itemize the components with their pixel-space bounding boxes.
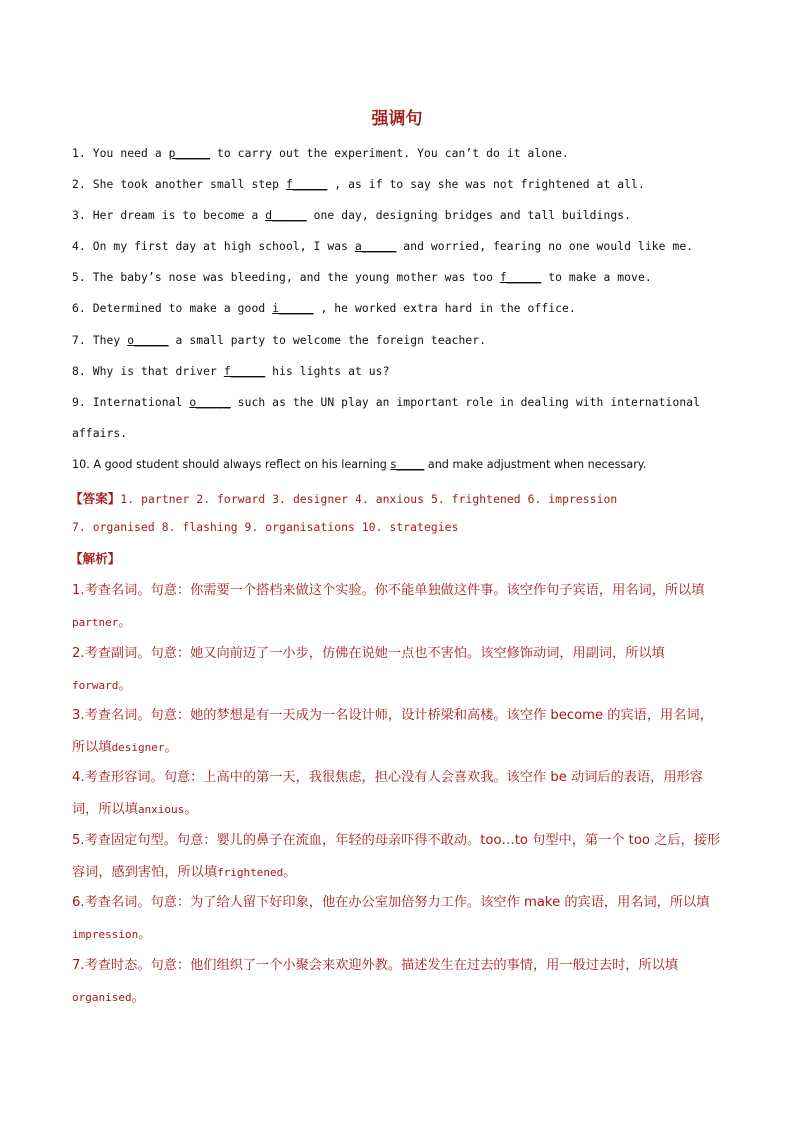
- explanation-text: 考查固定句型。句意：婴儿的鼻子在流血，年轻的母亲吓得不敢动。too…to 句型中，第一个 too 之后，接形容词，感到害怕，所以填: [72, 833, 721, 880]
- question-number: 1.: [72, 147, 86, 160]
- question-text: one day, designing bridges and tall buildings.: [306, 209, 632, 222]
- question-10: [72, 458, 732, 471]
- explanation-end: 。: [118, 677, 132, 693]
- question-number: 5.: [72, 271, 86, 284]
- question-text: his lights at us?: [265, 365, 390, 378]
- question-text: International: [92, 396, 190, 409]
- question-number: 3.: [72, 209, 86, 222]
- answer-blank: a_____: [354, 240, 397, 253]
- question-text: a small party to welcome the foreign teacher.: [168, 334, 487, 347]
- explanation-number: 4.: [72, 770, 85, 785]
- answers-text: 1. partner 2. forward 3. designer 4. anxious 5. frightened 6. impression: [120, 493, 618, 506]
- explanation-number: 7.: [72, 958, 85, 973]
- answer-blank: s_____: [390, 458, 425, 471]
- question-6: [72, 302, 732, 315]
- question-text: Her dream is to become a: [92, 209, 266, 222]
- answers-label: 【答案】: [70, 491, 121, 506]
- page-title: 强调句: [371, 109, 423, 129]
- answer-blank: f_____: [499, 271, 542, 284]
- answer-blank: f_____: [223, 365, 266, 378]
- question-text: such as the UN play an important role in dealing with international: [230, 396, 701, 409]
- question-text: and worried, fearing no one would like me.: [396, 240, 694, 253]
- explanation-end: 。: [118, 614, 132, 630]
- explanation-number: 1.: [72, 583, 85, 598]
- explanation-answer: frightened: [217, 865, 284, 879]
- explanation-end: 。: [164, 739, 178, 755]
- question-number: 10.: [72, 458, 90, 471]
- explanation-text: 考查形容词。句意：上高中的第一天，我很焦虑，担心没有人会喜欢我。该空作 be 动词后的表语，用形容词，所以填: [72, 770, 703, 817]
- answers-line-2: [72, 521, 732, 534]
- question-8: [72, 365, 732, 378]
- explanation-end: 。: [283, 864, 297, 880]
- question-1: [72, 147, 732, 160]
- explanation-item-5: [72, 825, 722, 888]
- explanation-answer: designer: [111, 740, 165, 754]
- answer-blank: d_____: [265, 209, 307, 222]
- question-number: 6.: [72, 302, 86, 315]
- question-number: 4.: [72, 240, 86, 253]
- explanation-end: 。: [184, 801, 198, 817]
- answer-blank: i_____: [272, 302, 314, 315]
- explanation-item-1: [72, 575, 722, 638]
- answer-blank: p_____: [168, 147, 211, 160]
- question-text: Why is that driver: [92, 365, 224, 378]
- answer-blank: f_____: [285, 178, 328, 191]
- explanation-text: 考查名词。句意：为了给人留下好印象，他在办公室加倍努力工作。该空作 make 的宾语，用名词，所以填: [84, 895, 710, 910]
- explanation-answer: impression: [72, 927, 139, 941]
- question-4: [72, 240, 732, 253]
- question-7: [72, 334, 732, 347]
- question-text: A good student should always reflect on his learning: [93, 458, 391, 471]
- explanation-text: 考查副词。句意：她又向前迈了一小步，仿佛在说她一点也不害怕。该空修饰动词，用副词，所以填: [84, 646, 665, 661]
- explanation-item-2: [72, 638, 722, 701]
- question-text: to make a move.: [541, 271, 652, 284]
- explanation-answer: anxious: [137, 802, 185, 816]
- explanation-number: 6.: [72, 895, 85, 910]
- explanation-item-6: [72, 887, 722, 950]
- question-text: and make adjustment when necessary.: [424, 458, 647, 471]
- question-text: The baby’s nose was bleeding, and the young mother was too: [92, 271, 500, 284]
- explanation-item-7: [72, 950, 722, 1013]
- question-2: [72, 178, 732, 191]
- answers-line-1: [70, 489, 730, 507]
- explanation-text: 考查时态。句意：他们组织了一个小聚会来欢迎外教。描述发生在过去的事情，用一般过去时，所以填: [84, 958, 679, 973]
- question-text: You need a: [92, 147, 169, 160]
- question-text: , as if to say she was not frightened at all.: [327, 178, 645, 191]
- explanation-number: 2.: [72, 646, 85, 661]
- explanation-number: 3.: [72, 708, 85, 723]
- explanation-end: 。: [131, 989, 145, 1005]
- question-9: [72, 396, 732, 409]
- explanation-text: 考查名词。句意：你需要一个搭档来做这个实验。你不能单独做这件事。该空作句子宾语，用名词，所以填: [84, 583, 705, 598]
- question-text: On my first day at high school, I was: [92, 240, 355, 253]
- explanation-answer: organised: [72, 990, 132, 1004]
- explanation-end: 。: [138, 926, 152, 942]
- explanation-text: 考查名词。句意：她的梦想是有一天成为一名设计师，设计桥梁和高楼。该空作 become 的宾语，用名词，所以填: [72, 708, 713, 755]
- explanation-label: 【解析】: [70, 551, 121, 566]
- question-number: 7.: [72, 334, 86, 347]
- answer-blank: o_____: [127, 334, 169, 347]
- question-3: [72, 209, 732, 222]
- question-text: Determined to make a good: [92, 302, 273, 315]
- explanation-answer: forward: [72, 678, 119, 692]
- answers-text: 7. organised 8. flashing 9. organisations 10. strategies: [72, 521, 459, 534]
- explanation-answer: partner: [72, 615, 119, 629]
- question-number: 9.: [72, 396, 86, 409]
- question-5: [72, 271, 732, 284]
- explanation-item-4: [72, 762, 722, 825]
- explanation-number: 5.: [72, 833, 85, 848]
- answer-blank: o_____: [189, 396, 231, 409]
- explanation-heading: [70, 549, 730, 567]
- question-9-continued: [72, 427, 732, 440]
- question-text: They: [92, 334, 128, 347]
- question-number: 2.: [72, 178, 86, 191]
- question-text: She took another small step: [92, 178, 286, 191]
- question-number: 8.: [72, 365, 86, 378]
- question-text: , he worked extra hard in the office.: [313, 302, 576, 315]
- explanation-item-3: [72, 700, 722, 763]
- question-text: affairs.: [72, 427, 128, 440]
- question-text: to carry out the experiment. You can’t do it alone.: [210, 147, 569, 160]
